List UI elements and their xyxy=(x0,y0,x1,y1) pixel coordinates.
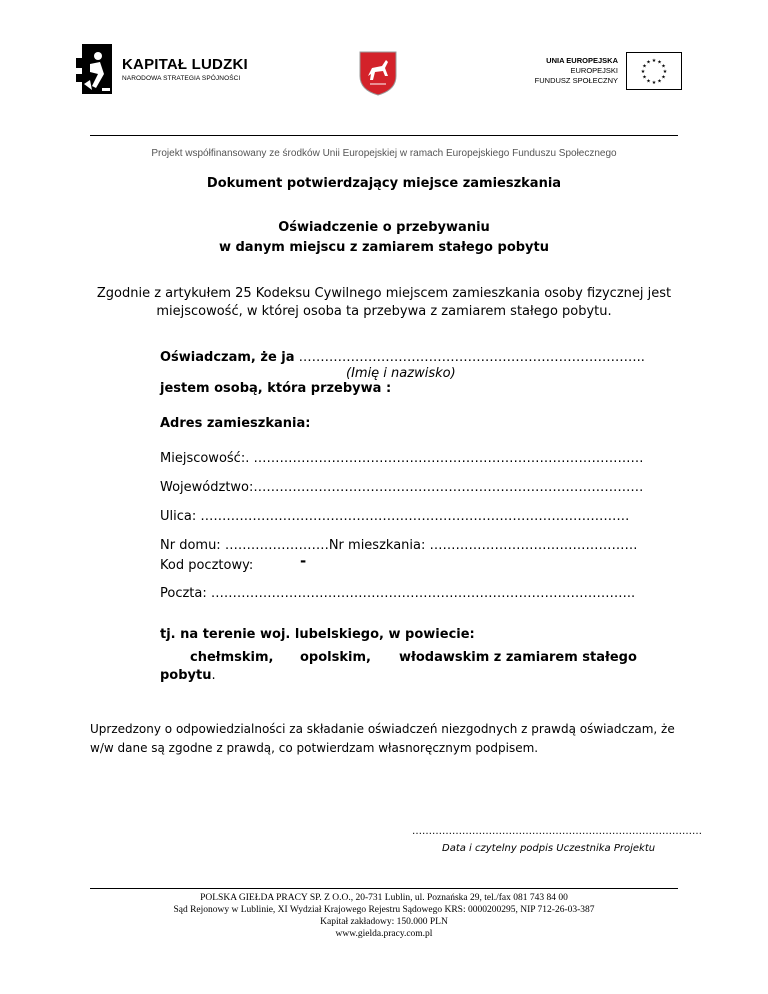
kapital-ludzki-logo xyxy=(76,44,256,94)
declaration-title-line-2: w danym miejscu z zamiarem stałego pobytu xyxy=(218,240,550,255)
warning-line-1: Uprzedzony o odpowiedzialności za składanie oświadczeń niezgodnych z prawdą oświadczam, że xyxy=(90,722,675,736)
eu-star-icon: ★ xyxy=(646,59,651,66)
eu-star-icon: ★ xyxy=(661,74,666,81)
cofinance-note: Projekt współfinansowany ze środków Unii Europejskiej w ramach Europejskiego Funduszu Społecznego xyxy=(151,148,617,159)
eu-star-icon: ★ xyxy=(657,59,662,66)
eu-line-1: UNIA EUROPEJSKA xyxy=(546,56,618,65)
eu-star-icon: ★ xyxy=(642,63,647,70)
region-line: tj. na terenie woj. lubelskiego, w powiecie: xyxy=(160,627,475,642)
eu-star-icon: ★ xyxy=(640,69,646,75)
document-title: Dokument potwierdzający miejsce zamieszkania xyxy=(206,176,562,191)
name-hint: (Imię i nazwisko) xyxy=(346,366,456,381)
footer-line-3: Kapitał zakładowy: 150.000 PLN xyxy=(320,917,448,927)
voivodeship-field[interactable]: Województwo:……………………………………………………………………………… xyxy=(160,480,644,495)
crest-goat-icon xyxy=(358,50,398,96)
eu-star-icon: ★ xyxy=(651,58,657,64)
eu-line-3: FUNDUSZ SPOŁECZNY xyxy=(534,76,618,85)
warning-line-2: w/w dane są zgodne z prawdą, co potwierdzam własnoręcznym podpisem. xyxy=(90,741,539,755)
county-wlodawski: włodawskim z zamiarem stałego xyxy=(399,650,637,665)
footer-line-2: Sąd Rejonowy w Lublinie, XI Wydział Krajowego Rejestru Sądowego KRS: 0000200295, NIP 712-26-03-387 xyxy=(173,905,595,915)
kapital-ludzki-title: KAPITAŁ LUDZKI xyxy=(122,56,248,73)
eu-star-icon: ★ xyxy=(662,69,668,75)
declaration-title-line-1: Oświadczenie o przebywaniu xyxy=(278,220,490,235)
intro-line-2: miejscowość, w której osoba ta przebywa z zamiarem stałego pobytu. xyxy=(156,304,612,319)
intro-line-1: Zgodnie z artykułem 25 Kodeksu Cywilnego miejscem zamieszkania osoby fizycznej jest xyxy=(96,286,672,301)
eu-star-icon: ★ xyxy=(661,63,666,70)
name-field[interactable]: …………………………………………………………………….. xyxy=(298,350,645,365)
footer-line-4: www.gielda.pracy.com.pl xyxy=(335,929,433,939)
eu-flag-icon xyxy=(626,52,682,90)
eu-star-icon: ★ xyxy=(646,78,651,85)
signature-label: Data i czytelny podpis Uczestnika Projektu xyxy=(442,843,656,854)
county-opolski: opolskim, xyxy=(300,650,371,665)
signature-field[interactable]: …………………………………………………………………………… xyxy=(412,826,702,837)
footer-rule xyxy=(90,888,678,889)
city-field[interactable]: Miejscowość:. ……………………………………………………………………………… xyxy=(160,451,644,466)
kapital-ludzki-subtitle: NARODOWA STRATEGIA SPÓJNOŚCI xyxy=(122,75,241,82)
lublin-crest xyxy=(358,50,398,96)
stay-word: pobytu xyxy=(160,668,212,683)
eu-star-icon: ★ xyxy=(651,80,657,86)
house-field[interactable]: Nr domu: ……………………Nr mieszkania: ………………………………………… xyxy=(160,538,638,553)
eu-star-icon: ★ xyxy=(657,78,662,85)
county-chelmski: chełmskim, xyxy=(190,650,274,665)
header-rule xyxy=(90,135,678,136)
post-field[interactable]: Poczta: …………………………………………………………………………………….. xyxy=(160,586,636,601)
stay-line xyxy=(160,668,216,683)
footer-line-1: POLSKA GIEŁDA PRACY SP. Z O.O., 20-731 Lublin, ul. Poznańska 29, tel./fax 081 743 84 00 xyxy=(200,893,568,903)
postal-label: Kod pocztowy: xyxy=(160,558,254,573)
kapital-ludzki-emblem-icon xyxy=(76,44,112,94)
stay-period: . xyxy=(211,668,216,683)
declare-label: Oświadczam, że ja xyxy=(160,350,295,365)
declare-line-2: jestem osobą, która przebywa : xyxy=(160,381,392,396)
address-heading: Adres zamieszkania: xyxy=(160,416,311,431)
eu-line-2: EUROPEJSKI xyxy=(570,66,618,75)
company-footer xyxy=(0,892,768,940)
declare-row xyxy=(160,350,645,365)
eu-text-block xyxy=(498,56,618,86)
eu-star-icon: ★ xyxy=(642,74,647,81)
eu-logo xyxy=(500,56,684,92)
street-field[interactable]: Ulica: ……………………………………………………………………………………… xyxy=(160,509,630,524)
postal-dash: - xyxy=(300,552,307,570)
